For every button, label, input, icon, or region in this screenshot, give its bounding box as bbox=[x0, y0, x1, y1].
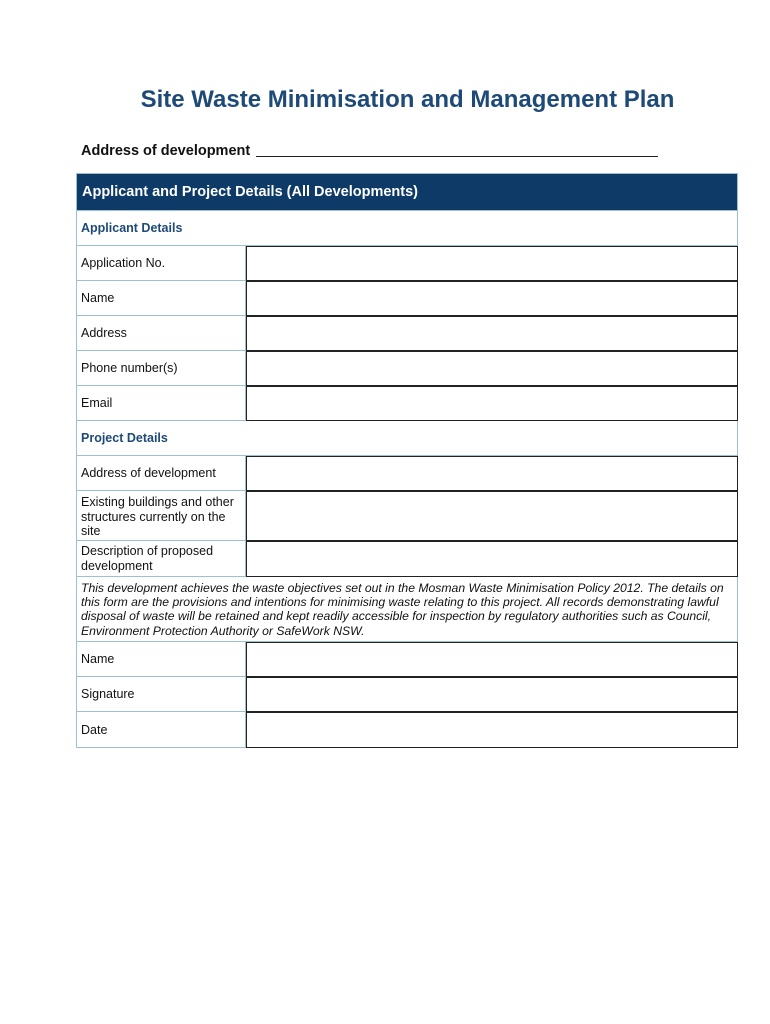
field-label: Address of development bbox=[77, 456, 246, 490]
page-title: Site Waste Minimisation and Management Plan bbox=[140, 86, 675, 113]
description-row bbox=[77, 541, 737, 577]
field-label: Application No. bbox=[77, 246, 246, 280]
address-label: Address of development bbox=[81, 143, 251, 159]
field-label: Existing buildings and other structures currently on the site bbox=[77, 491, 246, 540]
field-label: Date bbox=[77, 712, 246, 747]
applicant-details-heading: Applicant Details bbox=[77, 211, 737, 246]
sign-name-row bbox=[77, 642, 737, 677]
field-label: Description of proposed development bbox=[77, 541, 246, 576]
existing-buildings-row bbox=[77, 491, 737, 541]
address-row bbox=[77, 316, 737, 351]
phone-row bbox=[77, 351, 737, 386]
phone-field[interactable] bbox=[246, 351, 737, 385]
field-label: Phone number(s) bbox=[77, 351, 246, 385]
address-field[interactable] bbox=[246, 316, 737, 350]
signature-field[interactable] bbox=[246, 677, 737, 711]
application-no-row bbox=[77, 246, 737, 281]
project-address-field[interactable] bbox=[246, 456, 737, 490]
field-label: Signature bbox=[77, 677, 246, 711]
applicant-project-form bbox=[76, 173, 738, 748]
project-details-heading: Project Details bbox=[77, 421, 737, 456]
name-field[interactable] bbox=[246, 281, 737, 315]
application-no-field[interactable] bbox=[246, 246, 737, 280]
field-label: Name bbox=[77, 642, 246, 676]
field-label: Name bbox=[77, 281, 246, 315]
address-input-line[interactable] bbox=[256, 141, 658, 157]
form-header: Applicant and Project Details (All Developments) bbox=[77, 174, 737, 211]
email-field[interactable] bbox=[246, 386, 737, 420]
field-label: Address bbox=[77, 316, 246, 350]
date-field[interactable] bbox=[246, 712, 737, 747]
field-label: Email bbox=[77, 386, 246, 420]
signature-row bbox=[77, 677, 737, 712]
description-field[interactable] bbox=[246, 541, 737, 576]
date-row bbox=[77, 712, 737, 747]
declaration-text: This development achieves the waste objectives set out in the Mosman Waste Minimisation Policy 2012. The details on this form are the provisions and intentions for minimising waste relating to this project. All records demonstrating lawful disposal of waste will be retained and kept readily accessible for inspection by regulatory authorities such as Council, Environment Protection Authority or SafeWork NSW. bbox=[77, 577, 737, 642]
sign-name-field[interactable] bbox=[246, 642, 737, 676]
address-of-development-line bbox=[81, 141, 658, 159]
name-row bbox=[77, 281, 737, 316]
existing-buildings-field[interactable] bbox=[246, 491, 737, 540]
project-address-row bbox=[77, 456, 737, 491]
email-row bbox=[77, 386, 737, 421]
